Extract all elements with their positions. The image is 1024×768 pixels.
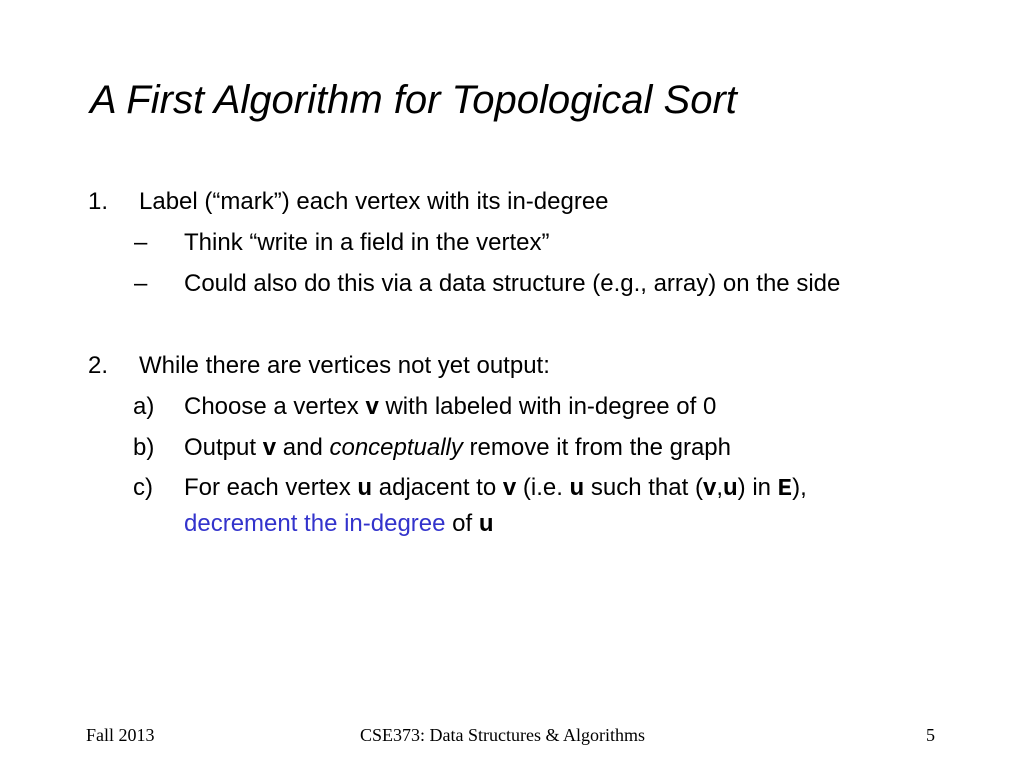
vertex-u: u [478, 510, 494, 537]
item-1-text: Label (“mark”) each vertex with its in-degree [139, 188, 609, 215]
item-1-sub-2-marker: – [134, 270, 148, 297]
italic-conceptually: conceptually [329, 434, 463, 461]
vertex-u: u [357, 474, 373, 501]
item-2c-part: adjacent to [372, 474, 503, 501]
page-number: 5 [926, 725, 935, 745]
footer-course: CSE373: Data Structures & Algorithms [360, 725, 645, 745]
item-2c-text [184, 473, 807, 505]
item-2b-marker: b) [133, 434, 155, 461]
item-2a-post: with labeled with in-degree of 0 [378, 393, 717, 420]
vertex-v: v [262, 434, 277, 461]
item-1-sub-1-marker: – [134, 229, 148, 256]
item-1-sub-2-text: Could also do this via a data structure (e.g., array) on the side [184, 270, 841, 297]
item-2b-text [184, 433, 731, 463]
slide-title: A First Algorithm for Topological Sort [90, 78, 737, 122]
item-2b-mid: and [276, 434, 330, 461]
item-1-sub-1-text: Think “write in a field in the vertex” [184, 229, 550, 256]
item-2b-post: remove it from the graph [462, 434, 732, 461]
item-2c-text-cont [184, 509, 494, 539]
item-2c-marker: c) [133, 474, 153, 501]
item-2c-part: (i.e. [516, 474, 570, 501]
item-2-text: While there are vertices not yet output: [139, 352, 550, 379]
item-2c-part: ) in [737, 474, 778, 501]
vertex-v: v [502, 474, 517, 501]
decrement-highlight: decrement the in-degree [184, 510, 446, 537]
item-2a-marker: a) [133, 393, 155, 420]
edge-set-E: E [777, 476, 793, 503]
item-2a-pre: Choose a vertex [184, 393, 366, 420]
vertex-v: v [702, 474, 717, 501]
item-2c-part: ), [792, 474, 807, 501]
item-2c-part: For each vertex [184, 474, 358, 501]
footer-date: Fall 2013 [86, 725, 155, 745]
vertex-v: v [365, 393, 379, 420]
item-2-marker: 2. [88, 352, 109, 379]
item-1-marker: 1. [88, 188, 109, 215]
item-2c-part: , [716, 474, 723, 501]
vertex-u: u [569, 474, 585, 501]
vertex-u: u [722, 474, 738, 501]
item-2a-text [184, 392, 716, 422]
item-2c-part: of [445, 510, 479, 537]
item-2c-part: such that ( [584, 474, 703, 501]
item-2b-pre: Output [184, 434, 263, 461]
